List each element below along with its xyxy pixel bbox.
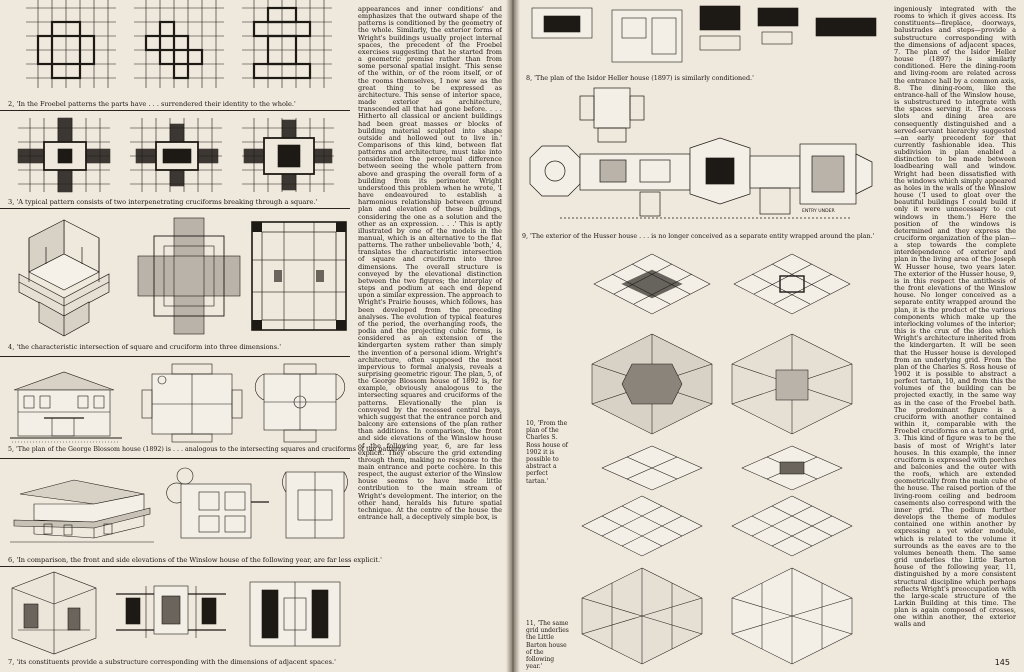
caption-figure-2: 2, 'In the Froebel patterns the parts have . . . surrendered their identity to the whole.' (8, 100, 296, 108)
divider (0, 566, 350, 567)
caption-figure-3: 3, 'A typical pattern consists of two interpenetrating cruciforms breaking through a square.' (8, 198, 318, 206)
body-text-right: ingeniously integrated with the rooms to which it gives access. Its constituents—fireplace, doorways, balustrades and steps—provide a substructure corresponding with the dimensions of adjacent spaces, 7. The plan of the Isidor Heller house (1897) is similarly conditioned. Here the dining-room and living-room are related across the entrance hall by a common axis, 8. The dining-room, like the entrance-hall of the Winslow house, is substructured to integrate with the spaces serving it. The access slots and dining area are consequently distinguished and a served-servant hierarchy suggested—an early precedent for that currently fashionable idea. This subdivision in plan enabled a distinction to be made between loadbearing wall and window. Wright had been dissatisfied with the windows which simply appeared as holes in the walls of the Winslow house ('I used to gloat over the beautiful buildings I could build if only it were unnecessary to cut windows in them.') Here the position of the windows is determined and they express the cruciform organization of the plan—a step towards the complete interdependence of exterior and plan in the living area of the Joseph W. Husser house, two years later. The exterior of the Husser house, 9, is in this respect the antithesis of the front elevations of the Winslow house. No longer conceived as a separate entity wrapped around the plan, it is the product of the various components which make up the interlocking volumes of the interior; this is the crux of the idea which Wright's architecture inherited from the kindergarten. It will be seen that the Husser house is developed from an underlying grid. From the plan of the Charles S. Ross house of 1902 it is possible to abstract a perfect tartan, 10, and from this the volumes of the building can be projected exactly, in the same way as in the case of the Froebel bath. The predominant figure is a cruciform with another contained within it, comparable with the Froebel cruciforms on a tartan grid, 3. This kind of figure was to be the basis of most of Wright's later houses. In this example, the inner cruciform is expressed with porches and balconies and the outer with the roofs, which are extended geometrically from the main cube of the house. The raised portion of the living-room ceiling and bedroom casements also correspond with the inner grid. The podium further develops the theme of modules contained one within another by expressing a yet wider module, which is related to the volume it surrounds as the eaves are to the volumes beneath them. The same grid underlies the Little Barton house of the following year, 11, distinguished by a more consistent structural discipline which perhaps reflects Wright's preoccupation with the large-scale structure of the Larkin Building at this time. The plan is again composed of crosses, one within another, the exterior walls and (894, 6, 1016, 629)
page-number: 145 (994, 658, 1010, 667)
divider (0, 110, 350, 111)
body-text-column-right (894, 6, 1016, 658)
figure-ross-house-tartan (572, 250, 890, 492)
figure-froebel-patterns (16, 0, 342, 92)
caption-figure-6: 6, 'In comparison, the front and side elevations of the Winslow house of the following year, are far less explicit.' (8, 556, 382, 564)
figure-blossom-house (4, 360, 350, 444)
figure-heller-house-plans (522, 2, 886, 70)
figure-three-dimensional-model (4, 212, 350, 340)
barton-house-grid-drawing (572, 494, 890, 672)
figure-barton-house-grid (572, 494, 890, 672)
caption-figure-7: 7, 'its constituents provide a substructure corresponding with the dimensions of adjacent spaces.' (8, 658, 336, 666)
right-page (512, 0, 1024, 672)
divider (0, 208, 350, 209)
blossom-house-drawing (4, 360, 350, 444)
figure-winslow-interior (4, 568, 350, 656)
body-text-column-left (358, 6, 502, 668)
winslow-interior-drawing (4, 568, 350, 656)
winslow-house-drawing (4, 462, 350, 552)
caption-figure-11: 11, 'The same grid underlies the Little Barton house of the following year.' (526, 620, 569, 671)
isometric-model-drawing (4, 212, 350, 340)
caption-figure-9: 9, 'The exterior of the Husser house . . . is no longer conceived as a separate entity wrapped around the plan.' (522, 233, 875, 240)
caption-figure-10: 10, 'From the plan of the Charles S. Ross house of 1902 it is possible to abstract a perfect tartan.' (526, 420, 568, 485)
husser-house-plan-drawing (520, 84, 886, 232)
divider (0, 458, 350, 459)
figure-winslow-house (4, 462, 350, 552)
caption-figure-8: 8, 'The plan of the Isidor Heller house (1897) is similarly conditioned.' (526, 74, 754, 82)
ross-house-tartan-drawing (572, 250, 890, 492)
caption-figure-4: 4, 'the characteristic intersection of square and cruciform into three dimensions.' (8, 343, 282, 351)
cruciform-patterns-drawing (10, 114, 350, 194)
heller-house-plans-drawing (522, 2, 886, 70)
figure-cruciform-patterns (10, 114, 350, 194)
plan-label-entry: ENTRY UNDER (802, 209, 835, 214)
froebel-patterns-drawing (16, 0, 342, 92)
body-text-left: appearances and inner conditions' and emphasizes that the outward shape of the patterns is conditioned by the geometry of the whole. Similarly, the exterior forms of Wright's buildings usually project internal spaces, the precedent of the Froebel exercises suggesting that he started from a geometric premise rather than from some personal spatial insight. 'This sense of the within, or of the room itself, or of the rooms themselves, I now saw as the great thing to be expressed as architecture. This sense of interior space, made exterior as architecture, transcended all that had gone before. . . . Hitherto all classical or ancient buildings had been great masses or blocks of building material sculpted into shape outside and hollowed out to live in.' Comparisons of this kind, between flat patterns and architecture, must take into consideration the perceptual difference between seeing the whole pattern from above and grasping the overall form of a building from its perimeter. Wright understood this problem when he wrote, 'I have endeavoured to establish a harmonious relationship between ground plan and elevation of these buildings, considering the one as a solution and the other as an expression. . . .' This is aptly illustrated by one of the models in the manual, which is an alternative to the flat patterns. The rather unbelievable 'both,' 4, translates the characteristic intersection of square and cruciform into three dimensions. The overall structure is conveyed by the elevational distinction between the two figures; the interplay of steps and podium at each end depend upon a similar expression. The approach to Wright's Prairie houses, which follows, has been developed from the preceding analyses. The evolution of typical features of the period, the overhanging roofs, the podia and the projecting cubic forms, is considered as an extension of the kindergarten system rather than simply the invention of a personal idiom. Wright's architecture, often supposed the most impervious to formal analysis, reveals a surprising geometric rigour. The plan, 5, of the George Blossom house of 1892 is, for example, obviously analogous to the intersecting squares and cruciforms of the patterns. Elevationally the plan is conveyed by the recessed central bays, which suggest that the entrance porch and balcony are extensions of the plan rather than additions. In comparison, the front and side elevations of the Winslow house of the following year, 6, are far less explicit. They obscure the grid extending through them, making no response to the main entrance and porte cochère. In this respect, the august exterior of the Winslow house seems to have made little contribution to the main stream of Wright's development. The interior, on the other hand, heralds his future spatial technique. At the centre of the house the entrance hall, a deceptively simple box, is (358, 6, 502, 522)
caption-figure-5: 5, 'The plan of the George Blossom house (1892) is . . . analogous to the intersecting squares and cruciforms of the patterns.' (8, 446, 410, 453)
figure-husser-house-plan (520, 84, 886, 232)
divider (0, 356, 350, 357)
